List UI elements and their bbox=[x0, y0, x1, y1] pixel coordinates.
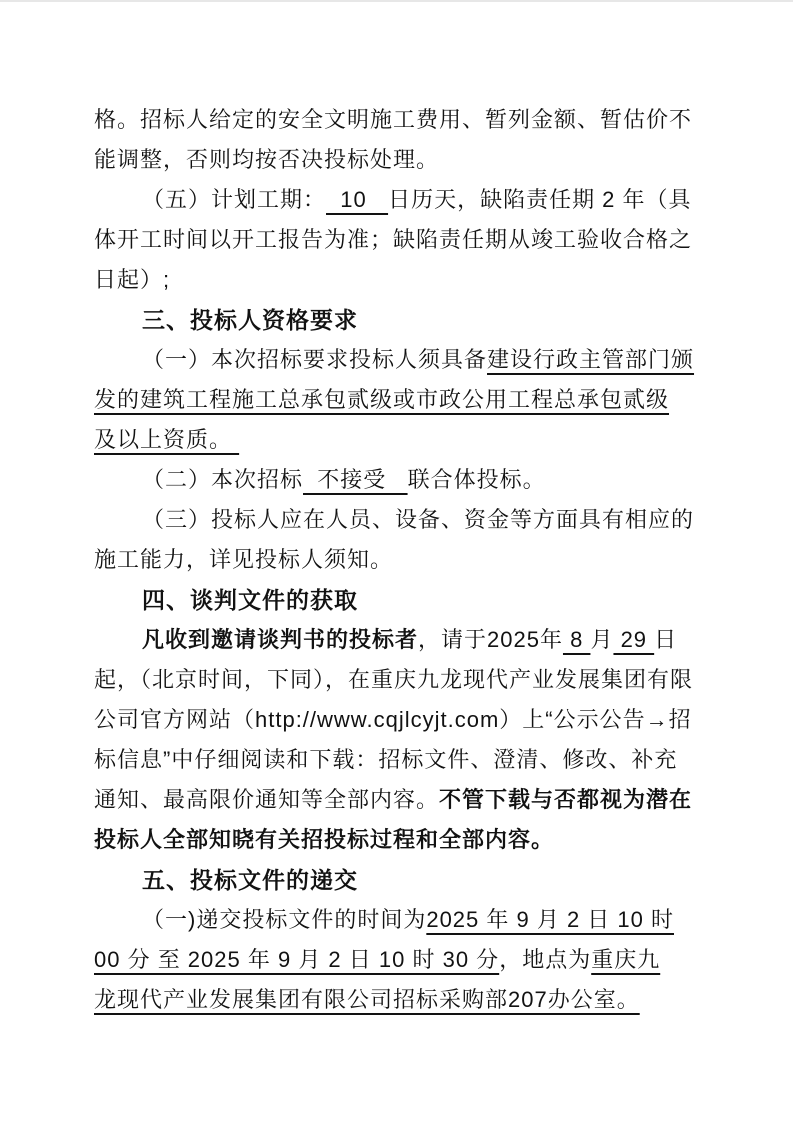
line-obtain-docs-5 bbox=[94, 780, 698, 820]
text-segment: 日历天，缺陷责任期 2 年（具 bbox=[388, 187, 692, 212]
heading-text: 四、谈判文件的获取 bbox=[142, 587, 358, 613]
underlined-submission-datetime: 00 分 至 2025 年 9 月 2 日 10 时 30 分 bbox=[94, 947, 500, 972]
underlined-submission-place: 重庆九 bbox=[591, 947, 661, 972]
line-obtain-docs-3 bbox=[94, 700, 698, 740]
text-segment: （五）计划工期： bbox=[142, 187, 327, 212]
underlined-qualification-text: 及以上资质。 bbox=[94, 427, 240, 452]
heading-negotiation-docs bbox=[94, 580, 698, 620]
line-consortium-policy bbox=[94, 460, 698, 500]
text-segment: ，地点为 bbox=[499, 947, 592, 972]
line-qualification-req-1 bbox=[94, 340, 698, 380]
text-segment: 月 bbox=[590, 627, 614, 652]
line-capability-req-1 bbox=[94, 500, 698, 540]
text-segment-with-url: 公司官方网站（http://www.cqjlcyjt.com）上“公示公告→招 bbox=[94, 707, 692, 732]
line-obtain-docs-2 bbox=[94, 660, 698, 700]
heading-bid-submission bbox=[94, 860, 698, 900]
line-price-note-2 bbox=[94, 140, 698, 180]
line-qualification-req-2 bbox=[94, 380, 698, 420]
underlined-month-value: 8 bbox=[562, 627, 591, 652]
page-top-edge bbox=[0, 0, 793, 2]
heading-text: 三、投标人资格要求 bbox=[142, 307, 358, 333]
line-price-note-1 bbox=[94, 100, 698, 140]
text-segment: 日起）; bbox=[94, 267, 171, 292]
underlined-qualification-text: 建设行政主管部门颁 bbox=[487, 347, 695, 372]
text-segment: 施工能力，详见投标人须知。 bbox=[94, 547, 394, 572]
text-segment: ，请于2025年 bbox=[418, 627, 563, 652]
line-capability-req-2 bbox=[94, 540, 698, 580]
underlined-day-value: 29 bbox=[613, 627, 655, 652]
text-segment: 体开工时间以开工报告为准；缺陷责任期从竣工验收合格之 bbox=[94, 227, 693, 252]
text-segment: 日 bbox=[654, 627, 678, 652]
underlined-consortium-value: 不接受 bbox=[303, 467, 408, 492]
line-submission-place bbox=[94, 980, 698, 1020]
text-segment: 起，（北京时间，下同），在重庆九龙现代产业发展集团有限 bbox=[94, 667, 694, 692]
line-submission-time-1 bbox=[94, 900, 698, 940]
line-duration-note-2 bbox=[94, 260, 698, 300]
text-segment: （三）投标人应在人员、设备、资金等方面具有相应的 bbox=[142, 507, 695, 532]
line-planned-duration bbox=[94, 180, 698, 220]
line-submission-time-2 bbox=[94, 940, 698, 980]
text-segment: 联合体投标。 bbox=[407, 467, 546, 492]
text-segment: 能调整，否则均按否决投标处理。 bbox=[94, 147, 440, 172]
text-segment: 通知、最高限价通知等全部内容。 bbox=[94, 787, 440, 812]
bold-emphasis: 投标人全部知晓有关招投标过程和全部内容。 bbox=[94, 827, 555, 852]
line-duration-note-1 bbox=[94, 220, 698, 260]
underlined-submission-datetime: 2025 年 9 月 2 日 10 时 bbox=[426, 907, 674, 932]
line-obtain-docs-1 bbox=[94, 620, 698, 660]
bold-emphasis: 不管下载与否都视为潜在 bbox=[439, 787, 693, 812]
line-obtain-docs-6 bbox=[94, 820, 698, 860]
text-segment: 标信息”中仔细阅读和下载：招标文件、澄清、修改、补充 bbox=[94, 747, 678, 772]
text-segment: （二）本次招标 bbox=[142, 467, 304, 492]
underlined-qualification-text: 发的建筑工程施工总承包贰级或市政公用工程总承包贰级 bbox=[94, 387, 670, 412]
line-obtain-docs-4 bbox=[94, 740, 698, 780]
underlined-duration-value: 10 bbox=[326, 187, 389, 212]
heading-bidder-qualifications bbox=[94, 300, 698, 340]
line-qualification-req-3 bbox=[94, 420, 698, 460]
text-segment: 格。招标人给定的安全文明施工费用、暂列金额、暂估价不 bbox=[94, 107, 693, 132]
text-segment: （一）本次招标要求投标人须具备 bbox=[142, 347, 488, 372]
document-body bbox=[94, 100, 698, 1020]
underlined-submission-place: 龙现代产业发展集团有限公司招标采购部207办公室。 bbox=[94, 987, 640, 1012]
text-segment: （一)递交投标文件的时间为 bbox=[142, 907, 427, 932]
heading-text: 五、投标文件的递交 bbox=[142, 867, 358, 893]
bold-emphasis: 凡收到邀请谈判书的投标者 bbox=[142, 627, 419, 652]
